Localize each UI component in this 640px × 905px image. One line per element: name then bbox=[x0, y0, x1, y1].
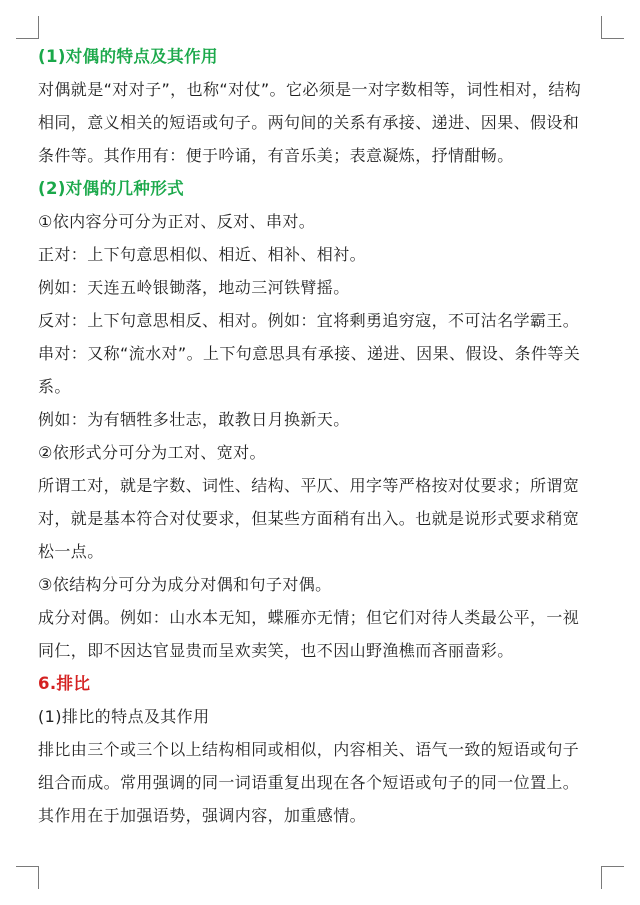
paragraph-line: ①依内容分可分为正对、反对、串对。 bbox=[38, 212, 316, 231]
paragraph-line: 例如：为有牺牲多壮志，敢教日月换新天。 bbox=[38, 410, 350, 429]
crop-mark-top-right bbox=[601, 16, 624, 39]
paragraph-line: 对，就是基本符合对仗要求，但某些方面稍有出入。也就是说形式要求稍宽 bbox=[38, 509, 580, 528]
paragraph-line: ③依结构分可分为成分对偶和句子对偶。 bbox=[38, 575, 332, 594]
crop-mark-bottom-left bbox=[16, 866, 39, 889]
document-body bbox=[38, 40, 610, 832]
paragraph-line: 排比由三个或三个以上结构相同或相似，内容相关、语气一致的短语或句子 bbox=[38, 740, 580, 759]
paragraph-line: ②依形式分可分为工对、宽对。 bbox=[38, 443, 266, 462]
paragraph-line: 例如：天连五岭银锄落，地动三河铁臂摇。 bbox=[38, 278, 350, 297]
paragraph-line: 组合而成。常用强调的同一词语重复出现在各个短语或句子的同一位置上。 bbox=[38, 773, 580, 792]
section-heading-duiou-forms: (2)对偶的几种形式 bbox=[38, 179, 185, 198]
crop-mark-top-left bbox=[16, 16, 39, 39]
paragraph-line: 反对：上下句意思相反、相对。例如：宜将剩勇追穷寇，不可沽名学霸王。 bbox=[38, 311, 580, 330]
paragraph-line: 相同，意义相关的短语或句子。两句间的关系有承接、递进、因果、假设和 bbox=[38, 113, 580, 132]
paragraph-line: 其作用在于加强语势，强调内容，加重感情。 bbox=[38, 806, 367, 825]
paragraph-line: 正对：上下句意思相似、相近、相补、相衬。 bbox=[38, 245, 367, 264]
paragraph-line: 对偶就是“对对子”，也称“对仗”。它必须是一对字数相等，词性相对，结构 bbox=[38, 80, 582, 99]
subheading-paibi-features: (1)排比的特点及其作用 bbox=[38, 707, 210, 726]
paragraph-line: 条件等。其作用有：便于吟诵，有音乐美；表意凝炼，抒情酣畅。 bbox=[38, 146, 514, 165]
crop-mark-bottom-right bbox=[601, 866, 624, 889]
paragraph-line: 系。 bbox=[38, 377, 71, 396]
section-heading-duiou-features: (1)对偶的特点及其作用 bbox=[38, 47, 218, 66]
paragraph-line: 串对：又称“流水对”。上下句意思具有承接、递进、因果、假设、条件等关 bbox=[38, 344, 581, 363]
paragraph-line: 松一点。 bbox=[38, 542, 104, 561]
section-heading-paibi: 6.排比 bbox=[38, 674, 91, 693]
paragraph-line: 同仁，即不因达官显贵而呈欢卖笑，也不因山野渔樵而吝丽啬彩。 bbox=[38, 641, 514, 660]
paragraph-line: 所谓工对，就是字数、词性、结构、平仄、用字等严格按对仗要求；所谓宽 bbox=[38, 476, 580, 495]
paragraph-line: 成分对偶。例如：山水本无知，蝶雁亦无情；但它们对待人类最公平，一视 bbox=[38, 608, 580, 627]
